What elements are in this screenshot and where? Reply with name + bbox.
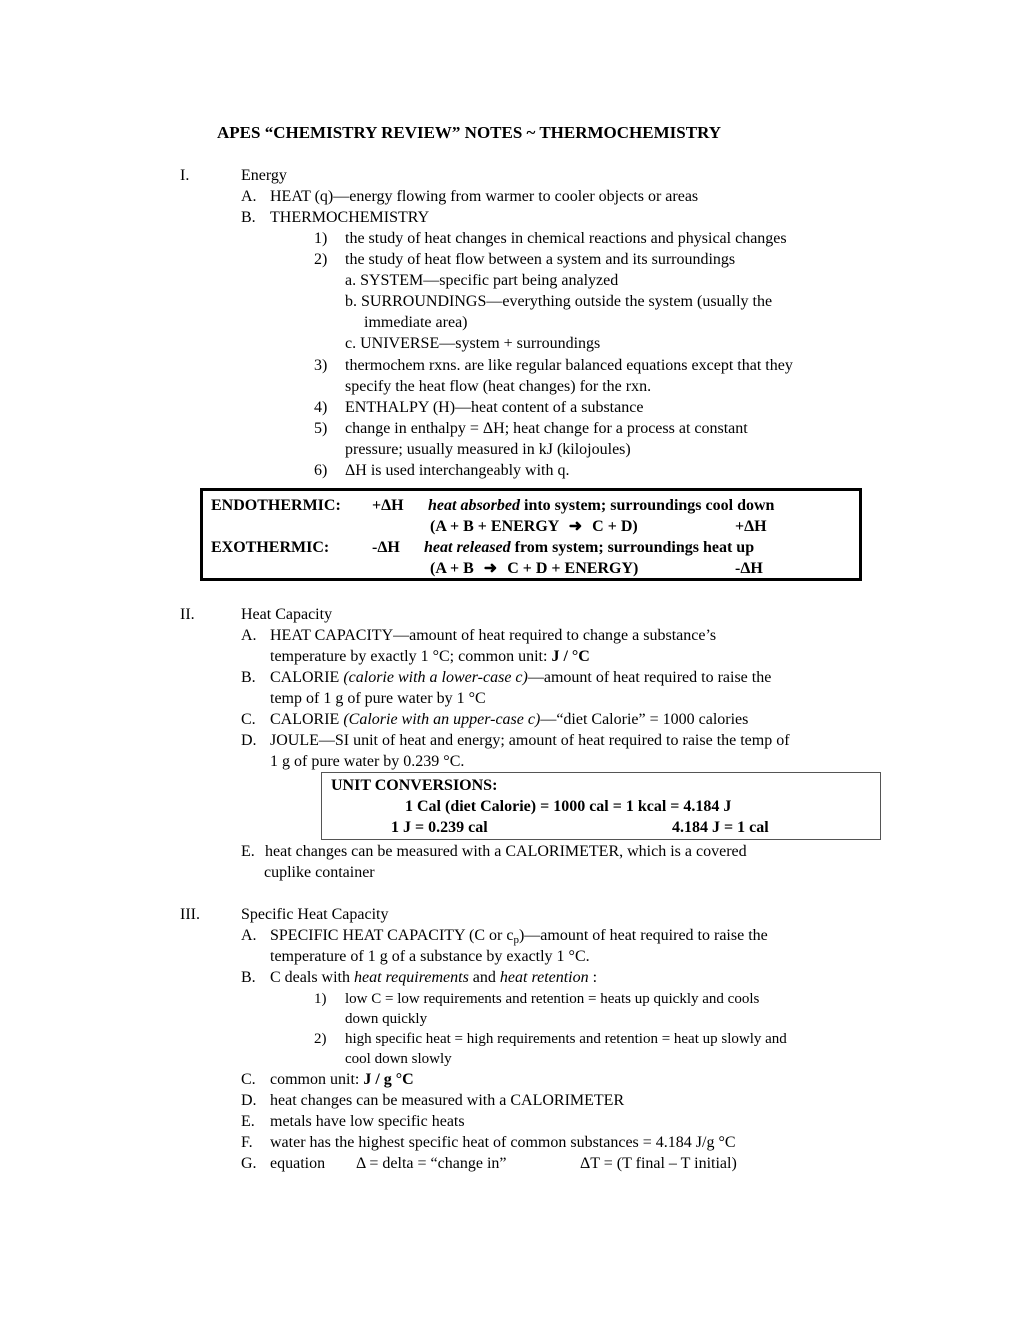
list-letter: A.	[241, 188, 257, 205]
list-item: 1 g of pure water by 0.239 °C.	[270, 753, 465, 770]
list-item: heat changes can be measured with a CALORIMETER	[270, 1092, 625, 1109]
endothermic-equation: (A + B + ENERGY ➜ C + D)	[430, 518, 638, 535]
sub-item: c. UNIVERSE—system + surroundings	[345, 335, 601, 352]
right-arrow-icon: ➜	[483, 560, 498, 577]
list-letter: E.	[241, 843, 255, 860]
list-item: the study of heat flow between a system and its surroundings	[345, 251, 736, 268]
sub-item: a. SYSTEM—specific part being analyzed	[345, 272, 619, 289]
section-heading: Heat Capacity	[241, 606, 333, 623]
list-number: 5)	[314, 420, 328, 437]
sub-item: b. SURROUNDINGS—everything outside the system (usually the	[345, 293, 773, 310]
list-letter: C.	[241, 711, 256, 728]
exothermic-sign: -ΔH	[372, 539, 400, 556]
list-letter: D.	[241, 1092, 257, 1109]
list-item: CALORIE (Calorie with an upper-case c)—“diet Calorie” = 1000 calories	[270, 711, 749, 728]
list-item: ΔH is used interchangeably with q.	[345, 462, 570, 479]
exothermic-label: EXOTHERMIC:	[211, 539, 330, 556]
list-item: the study of heat changes in chemical reactions and physical changes	[345, 230, 787, 247]
list-letter: C.	[241, 1071, 256, 1088]
list-item: high specific heat = high requirements and retention = heat up slowly and	[345, 1031, 787, 1047]
list-item: down quickly	[345, 1011, 428, 1027]
list-letter: B.	[241, 669, 256, 686]
list-item: cuplike container	[264, 864, 375, 881]
list-item: metals have low specific heats	[270, 1113, 465, 1130]
unit-conversions-heading: UNIT CONVERSIONS:	[331, 777, 498, 794]
list-item: cool down slowly	[345, 1051, 452, 1067]
endothermic-description: heat absorbed into system; surroundings cool down	[428, 497, 775, 514]
list-number: 4)	[314, 399, 328, 416]
endothermic-equation-sign: +ΔH	[735, 518, 767, 535]
list-item: THERMOCHEMISTRY	[270, 209, 430, 226]
exothermic-equation-sign: -ΔH	[735, 560, 763, 577]
section-numeral: I.	[180, 167, 190, 184]
unit-conversion-line: 1 Cal (diet Calorie) = 1000 cal = 1 kcal = 4.184 J	[405, 798, 732, 815]
list-item: C deals with heat requirements and heat retention :	[270, 969, 598, 986]
list-item: HEAT (q)—energy flowing from warmer to cooler objects or areas	[270, 188, 699, 205]
list-item: pressure; usually measured in kJ (kilojoules)	[345, 441, 631, 458]
list-letter: A.	[241, 927, 257, 944]
list-letter: D.	[241, 732, 257, 749]
list-number: 1)	[314, 991, 327, 1007]
section-numeral: III.	[180, 906, 200, 923]
sub-item: immediate area)	[364, 314, 468, 331]
list-item: temperature of 1 g of a substance by exactly 1 °C.	[270, 948, 590, 965]
list-item: HEAT CAPACITY—amount of heat required to change a substance’s	[270, 627, 717, 644]
list-letter: A.	[241, 627, 257, 644]
list-number: 3)	[314, 357, 328, 374]
list-number: 1)	[314, 230, 328, 247]
unit-conversion-line: 4.184 J = 1 cal	[672, 819, 769, 836]
list-item: JOULE—SI unit of heat and energy; amount of heat required to raise the temp of	[270, 732, 790, 749]
list-item: heat changes can be measured with a CALORIMETER, which is a covered	[265, 843, 747, 860]
endothermic-label: ENDOTHERMIC:	[211, 497, 341, 514]
list-item: thermochem rxns. are like regular balanced equations except that they	[345, 357, 793, 374]
exothermic-equation: (A + B ➜ C + D + ENERGY)	[430, 560, 639, 577]
page-title: APES “CHEMISTRY REVIEW” NOTES ~ THERMOCHEMISTRY	[217, 123, 722, 142]
list-item: CALORIE (calorie with a lower-case c)—amount of heat required to raise the	[270, 669, 772, 686]
list-item: change in enthalpy = ΔH; heat change for a process at constant	[345, 420, 748, 437]
endothermic-sign: +ΔH	[372, 497, 404, 514]
list-letter: F.	[241, 1134, 253, 1151]
list-number: 6)	[314, 462, 328, 479]
list-item: common unit: J / g °C	[270, 1071, 414, 1088]
section-heading: Energy	[241, 167, 287, 184]
list-item: equation	[270, 1155, 326, 1172]
unit-conversion-line: 1 J = 0.239 cal	[391, 819, 488, 836]
list-letter: E.	[241, 1113, 255, 1130]
list-letter: B.	[241, 209, 256, 226]
section-heading: Specific Heat Capacity	[241, 906, 389, 923]
delta-t-equation: ΔT = (T final – T initial)	[580, 1155, 737, 1172]
list-number: 2)	[314, 251, 328, 268]
right-arrow-icon: ➜	[568, 518, 583, 535]
list-letter: G.	[241, 1155, 257, 1172]
exothermic-description: heat released from system; surroundings heat up	[424, 539, 755, 556]
list-item: low C = low requirements and retention = heats up quickly and cools	[345, 991, 760, 1007]
list-item: temp of 1 g of pure water by 1 °C	[270, 690, 486, 707]
delta-definition: Δ = delta = “change in”	[356, 1155, 507, 1172]
list-letter: B.	[241, 969, 256, 986]
list-item: specify the heat flow (heat changes) for the rxn.	[345, 378, 652, 395]
list-item: ENTHALPY (H)—heat content of a substance	[345, 399, 644, 416]
section-numeral: II.	[180, 606, 195, 623]
list-item: SPECIFIC HEAT CAPACITY (C or $c_p)—amount$ of heat required to raise the	[270, 927, 768, 946]
list-number: 2)	[314, 1031, 327, 1047]
list-item: temperature by exactly 1 °C; common unit: J / °C	[270, 648, 590, 665]
list-item: water has the highest specific heat of common substances = 4.184 J/g °C	[270, 1134, 736, 1151]
